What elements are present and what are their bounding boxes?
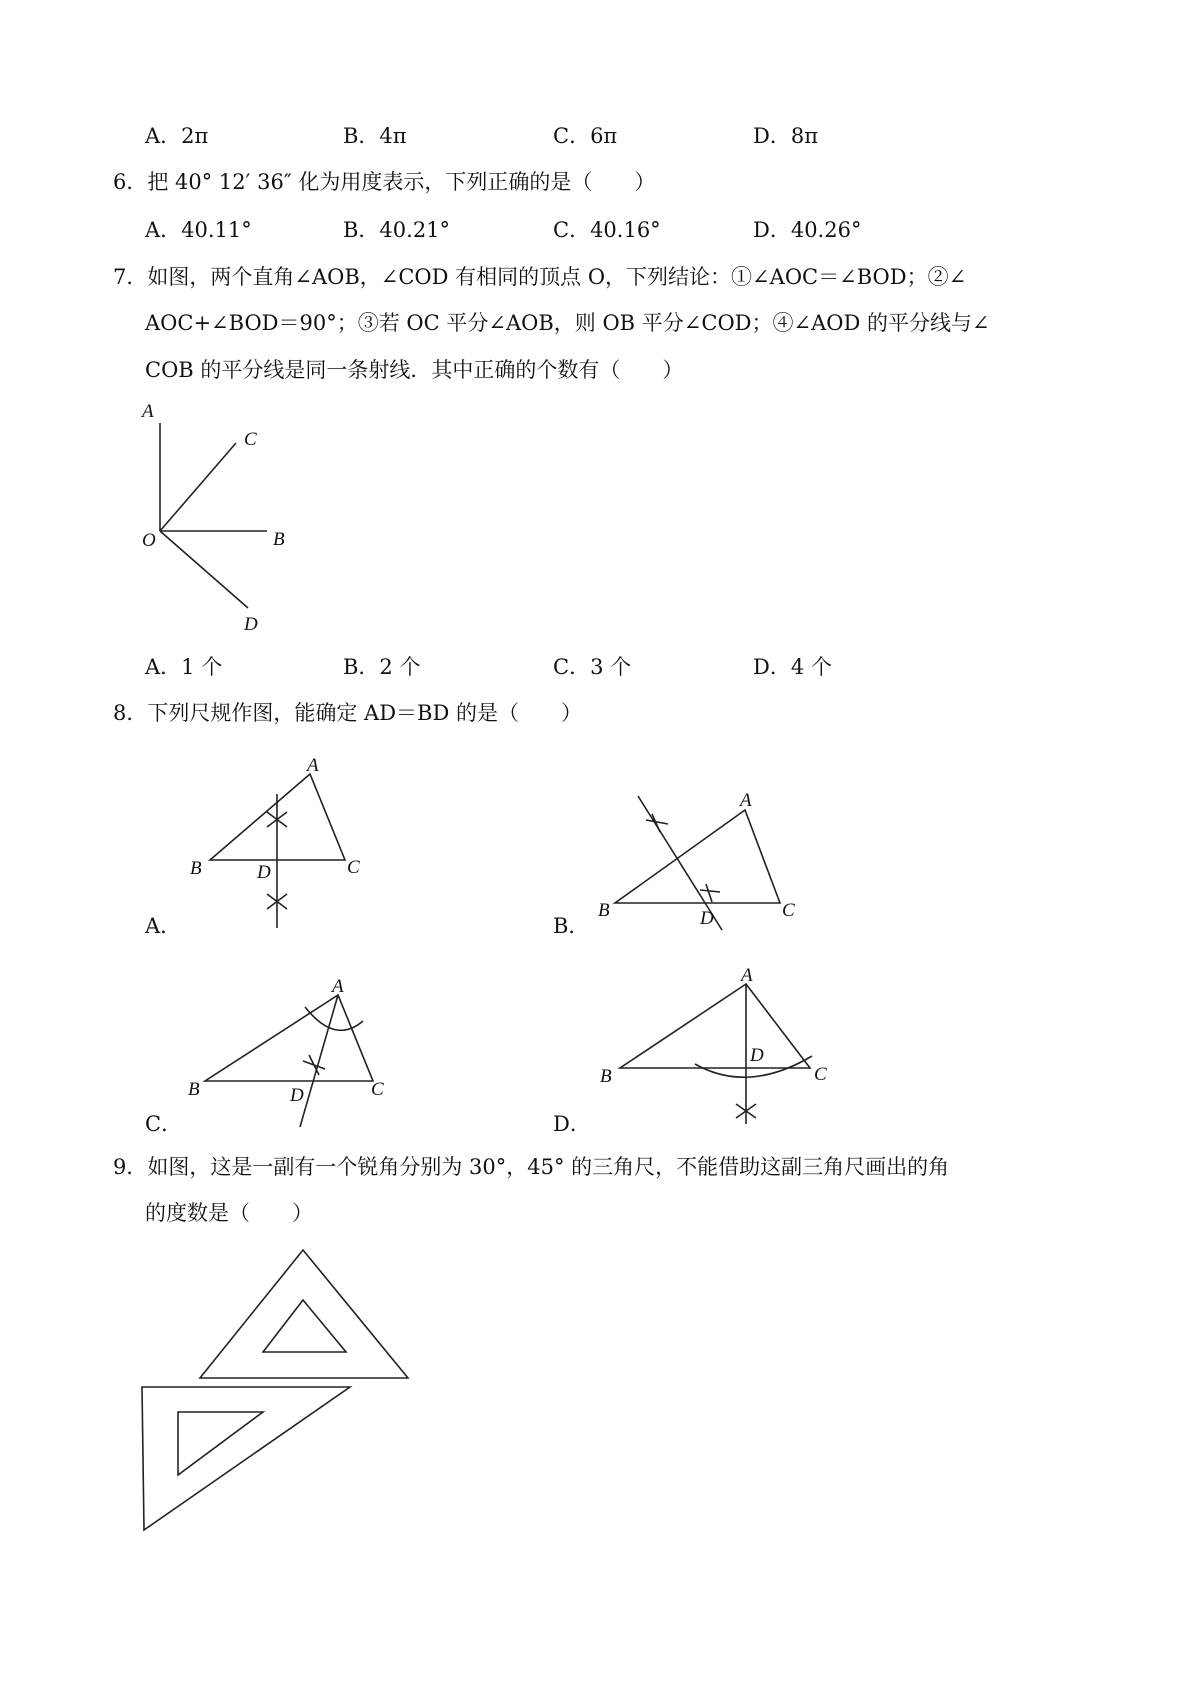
label-d: D: [750, 1045, 764, 1066]
q8-stem: 8．下列尺规作图，能确定 AD＝BD 的是（ ）: [113, 701, 582, 725]
ruler-45-outer: [200, 1250, 408, 1378]
ruler-30-outer: [142, 1387, 350, 1530]
q5-option-a: A．2π: [145, 124, 209, 148]
q8-figure-b: [590, 788, 810, 938]
label-d: D: [244, 614, 258, 635]
arc-mark-top: [646, 814, 668, 832]
q5-option-d: D．8π: [753, 124, 818, 148]
label-a: A: [332, 976, 344, 997]
q7-stem-line2: AOC+∠BOD＝90°；③若 OC 平分∠AOB，则 OB 平分∠COD；④∠AOD 的平分线与∠: [145, 311, 990, 335]
ray-od: [160, 531, 248, 608]
q9-stem-line2: 的度数是（ ）: [145, 1201, 313, 1225]
q6-option-a: A．40.11°: [145, 218, 252, 242]
label-o: O: [142, 530, 156, 551]
q8-figure-d: [590, 965, 830, 1134]
label-a: A: [740, 790, 752, 811]
arc-mark: [303, 1055, 325, 1075]
q7-option-c: C．3 个: [553, 655, 632, 679]
label-b: B: [600, 1066, 612, 1087]
q7-option-a: A．1 个: [145, 655, 223, 679]
label-a: A: [142, 401, 154, 422]
q6-option-b: B．40.21°: [343, 218, 451, 242]
label-b: B: [190, 858, 202, 879]
q7-option-b: B．2 个: [343, 655, 421, 679]
ruler-45-inner: [263, 1300, 346, 1352]
label-b: B: [188, 1079, 200, 1100]
q9-triangle-rulers: [135, 1245, 420, 1535]
q8-option-b: B．: [553, 914, 590, 938]
q7-stem-line3: COB 的平分线是同一条射线．其中正确的个数有（ ）: [145, 358, 684, 382]
label-c: C: [371, 1079, 384, 1100]
q5-option-b: B．4π: [343, 124, 407, 148]
q8-option-a: A．: [145, 914, 182, 938]
q8-option-c: C．: [145, 1112, 183, 1136]
angle-bisector-line: [300, 995, 338, 1127]
ray-oc: [160, 443, 236, 531]
q9-stem-line1: 9．如图，这是一副有一个锐角分别为 30°，45° 的三角尺，不能借助这副三角尺画出的角: [113, 1155, 950, 1179]
label-d: D: [290, 1085, 304, 1106]
q6-option-c: C．40.16°: [553, 218, 661, 242]
label-c: C: [782, 900, 795, 921]
q8-figure-a: [185, 752, 385, 937]
q7-stem-line1: 7．如图，两个直角∠AOB，∠COD 有相同的顶点 O，下列结论：①∠AOC＝∠BOD；②∠: [113, 265, 967, 289]
q5-option-c: C．6π: [553, 124, 618, 148]
triangle-abc: [205, 995, 373, 1081]
label-d: D: [257, 862, 271, 883]
triangle-abc: [620, 984, 810, 1068]
ruler-30-inner: [178, 1412, 263, 1475]
label-b: B: [273, 529, 285, 550]
triangle-abc: [615, 810, 780, 903]
label-a: A: [307, 755, 319, 776]
label-c: C: [814, 1064, 827, 1085]
label-c: C: [244, 429, 257, 450]
label-d: D: [700, 908, 714, 929]
q6-stem: 6．把 40° 12′ 36″ 化为用度表示，下列正确的是（ ）: [113, 170, 656, 194]
label-c: C: [347, 857, 360, 878]
q7-option-d: D．4 个: [753, 655, 832, 679]
q7-angle-figure: [130, 398, 300, 638]
q6-option-d: D．40.26°: [753, 218, 862, 242]
q8-figure-c: [185, 975, 385, 1130]
q8-option-d: D．: [553, 1112, 591, 1136]
label-a: A: [741, 965, 753, 986]
label-b: B: [598, 900, 610, 921]
